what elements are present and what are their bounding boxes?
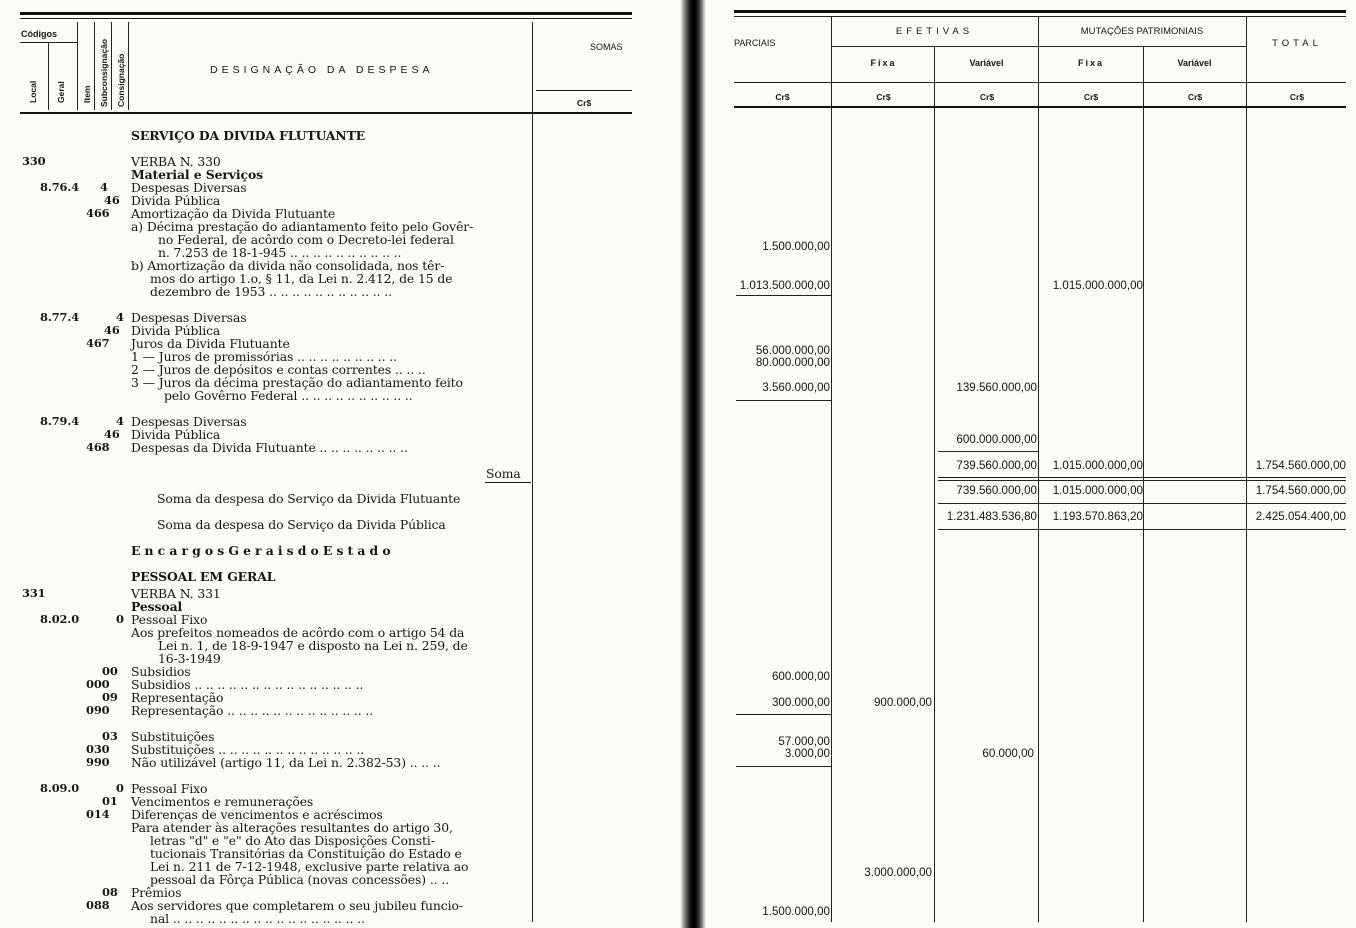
mutacoes-header: MUTAÇÕES PATRIMONIAIS — [1080, 26, 1204, 37]
amount-value: 600.000.000,00 — [956, 433, 1037, 446]
designation-line: Soma da despesa do Serviço da Divida Flutuante — [157, 491, 461, 506]
amount-value: 139.560.000,00 — [956, 381, 1037, 394]
designation-line: Representação .. .. .. .. .. .. .. .. .. .. .. .. .. — [131, 703, 374, 718]
designation-line: pessoal da Fôrça Pública (novas concessões) .. .. — [150, 872, 450, 887]
subheader-rule — [832, 46, 1246, 47]
code-label: 014 — [86, 807, 110, 821]
designation-line: Vencimentos e remunerações — [131, 794, 314, 809]
right-header-bottom-rule — [734, 106, 1346, 108]
designation-line: letras "d" e "e" do Ato das Disposições Consti- — [150, 833, 435, 848]
designation-line: Despesas Diversas — [131, 414, 247, 429]
designation-line: Pessoal Fixo — [131, 612, 208, 627]
amount-value: 1.231.483.536,80 — [946, 510, 1037, 523]
subcode-label: 46 — [104, 427, 120, 441]
code-label: 330 — [22, 154, 46, 168]
book-spine — [680, 0, 706, 928]
designation-line: Divida Pública — [131, 323, 221, 338]
somas-col-sep — [532, 22, 533, 922]
col-line-mutacoes-mid — [1143, 46, 1144, 922]
currency-label: Cr$ — [979, 92, 995, 102]
col-local: Local — [28, 80, 38, 103]
rule-parciais-4 — [736, 766, 831, 767]
parciais-header: PARCIAIS — [734, 38, 776, 48]
code-label: 090 — [86, 703, 110, 717]
somas-currency: Cr$ — [577, 98, 592, 108]
amount-value: 1.015.000.000,00 — [1052, 279, 1143, 292]
rule-soma-3 — [938, 529, 1346, 530]
amount-value: 60.000,00 — [982, 747, 1034, 760]
efetivas-variavel: Variável — [969, 58, 1004, 68]
amount-value: 300.000,00 — [771, 696, 830, 709]
code-label: 8.02.0 — [40, 612, 80, 626]
currency-label: Cr$ — [775, 92, 790, 102]
amount-value: 56.000.000,00 — [755, 344, 830, 357]
designation-line: Despesas Diversas — [131, 180, 247, 195]
designation-line: Aos prefeitos nomeados de acôrdo com o artigo 54 da — [131, 625, 465, 640]
code-label: 8.09.0 — [40, 781, 80, 795]
code-label: 8.77.4 — [40, 310, 80, 324]
subcode-label: 4 — [116, 310, 124, 324]
efetivas-header: EFETIVAS — [895, 26, 974, 37]
amount-value: 1.500.000,00 — [762, 240, 830, 253]
code-label: 8.79.4 — [40, 414, 80, 428]
amount-value: 739.560.000,00 — [956, 459, 1037, 472]
amount-value: 3.000.000,00 — [864, 866, 932, 879]
subcode-label: 0 — [116, 781, 124, 795]
rule-parciais-3 — [736, 714, 831, 715]
currency-label: Cr$ — [876, 92, 891, 102]
amount-value: 3.560.000,00 — [762, 381, 830, 394]
amount-value: 1.754.560.000,00 — [1255, 484, 1346, 497]
mutacoes-fixa: Fixa — [1077, 58, 1104, 68]
designation-line: mos do artigo 1.o, § 11, da Lei n. 2.412, de 15 de — [150, 271, 453, 286]
soma-rule — [485, 482, 531, 483]
designation-line: Para atender às alterações resultantes do artigo 30, — [131, 820, 453, 835]
code-label: 467 — [86, 336, 110, 350]
subcode-label: 0 — [116, 612, 124, 626]
currency-label: Cr$ — [1289, 92, 1305, 102]
currency-label: Cr$ — [1083, 92, 1099, 102]
currency-label: Cr$ — [1187, 92, 1203, 102]
col-sep-1 — [48, 42, 49, 110]
amount-value: 1.013.500.000,00 — [739, 279, 830, 292]
designation-line: Aos servidores que completarem o seu jubileu funcio- — [131, 898, 463, 913]
rule-soma-2 — [938, 503, 1346, 504]
designation-line: SERVIÇO DA DIVIDA FLUTUANTE — [131, 128, 366, 143]
amount-value: 1.500.000,00 — [762, 905, 830, 918]
col-geral: Geral — [56, 81, 66, 103]
subcode-label: 09 — [102, 690, 118, 704]
rule-soma-1b — [938, 480, 1346, 481]
amount-value: 1.754.560.000,00 — [1255, 459, 1346, 472]
col-consignacao: Consignação — [116, 53, 126, 107]
subcode-label: 01 — [102, 794, 118, 808]
designation-line: tucionais Transitórias da Constituição do Estado e — [150, 846, 462, 861]
right-top-rule-2 — [734, 16, 1346, 17]
col-line-parciais — [831, 16, 832, 922]
col-sep-2 — [77, 22, 78, 110]
designation-line: nal .. .. .. .. .. .. .. .. .. .. .. .. .. .. .. .. .. — [150, 911, 365, 926]
subcode-label: 03 — [102, 729, 118, 743]
designation-line: no Federal, de acôrdo com o Decreto-lei federal — [158, 232, 454, 247]
right-top-rule — [734, 10, 1346, 13]
subcode-label: 00 — [102, 664, 118, 678]
designation-line: Divida Pública — [131, 427, 221, 442]
designation-line: Lei n. 211 de 7-12-1948, exclusive parte relativa ao — [150, 859, 469, 874]
subcode-label: 46 — [104, 323, 120, 337]
code-label: 000 — [86, 677, 110, 691]
col-sep-3 — [94, 22, 95, 110]
designation-line: Não utilizável (artigo 11, da Lei n. 2.382-53) .. .. .. — [131, 755, 441, 770]
subcode-label: 08 — [102, 885, 118, 899]
amount-value: 1.015.000.000,00 — [1052, 484, 1143, 497]
col-item: Item — [82, 85, 92, 103]
designation-line: 2 — Juros de depósitos e contas correntes .. .. .. — [131, 362, 426, 377]
designation-line: Soma — [486, 466, 521, 481]
designation-line: Diferenças de vencimentos e acréscimos — [131, 807, 383, 822]
designation-line: Representação — [131, 690, 224, 705]
designacao-header: DESIGNAÇÃO DA DESPESA — [210, 64, 434, 76]
code-label: 466 — [86, 206, 110, 220]
amount-value: 739.560.000,00 — [956, 484, 1037, 497]
col-sep-5 — [128, 22, 129, 110]
col-subconsignacao: Subconsignação — [99, 38, 109, 107]
rule-efetivas-1 — [938, 451, 1038, 452]
subcode-label: 4 — [116, 414, 124, 428]
designation-line: Lei n. 1, de 18-9-1947 e disposto na Lei n. 259, de — [158, 638, 468, 653]
designation-line: Divida Pública — [131, 193, 221, 208]
amount-value: 57.000,00 — [778, 735, 830, 748]
rule-soma-1 — [938, 477, 1346, 478]
col-sep-4 — [111, 22, 112, 110]
total-header: TOTAL — [1272, 38, 1322, 49]
left-top-rule — [20, 12, 632, 15]
designation-line: pelo Govêrno Federal .. .. .. .. .. .. .. .. .. .. — [164, 388, 413, 403]
code-label: 468 — [86, 440, 110, 454]
code-label: 331 — [22, 586, 46, 600]
left-top-rule-2 — [20, 18, 632, 19]
left-header-bottom-rule — [20, 112, 632, 114]
amount-value: 3.000,00 — [784, 747, 830, 760]
amount-value: 2.425.054.400,00 — [1255, 510, 1346, 523]
designation-line: Despesas Diversas — [131, 310, 247, 325]
amount-value: 1.193.570.863,20 — [1052, 510, 1143, 523]
currency-row-top — [734, 82, 1346, 83]
amount-value: 1.015.000.000,00 — [1052, 459, 1143, 472]
designation-line: E n c a r g o s G e r a i s d o E s t a d o — [131, 543, 391, 558]
rule-parciais-1 — [736, 295, 831, 296]
designation-line: Subsidios .. .. .. .. .. .. .. .. .. .. .. .. .. .. .. — [131, 677, 364, 692]
code-label: 990 — [86, 755, 110, 769]
designation-line: b) Amortização da divida não consolidada, nos têr- — [131, 258, 445, 273]
subcode-label: 46 — [104, 193, 120, 207]
somas-header: SOMAS — [590, 42, 623, 52]
designation-line: dezembro de 1953 .. .. .. .. .. .. .. .. .. .. .. — [150, 284, 392, 299]
amount-value: 600.000,00 — [771, 670, 830, 683]
amount-value: 80.000.000,00 — [755, 356, 830, 369]
designation-line: VERBA N. 331 — [131, 586, 221, 601]
designation-line: Amortização da Divida Flutuante — [131, 206, 336, 221]
mutacoes-variavel: Variável — [1177, 58, 1212, 68]
designation-line: VERBA N. 330 — [131, 154, 221, 169]
designation-line: Material e Serviços — [131, 167, 263, 182]
designation-line: Juros da Divida Flutuante — [131, 336, 290, 351]
designation-line: Substituições .. .. .. .. .. .. .. .. .. .. .. .. .. — [131, 742, 365, 757]
somas-sub-rule — [536, 90, 632, 91]
designation-line: a) Décima prestação do adiantamento feito pelo Govêr- — [131, 219, 474, 234]
code-label: 030 — [86, 742, 110, 756]
efetivas-fixa: Fixa — [870, 58, 897, 68]
designation-line: Despesas da Divida Flutuante .. .. .. .. .. .. .. .. — [131, 440, 408, 455]
designation-line: 1 — Juros de promissórias .. .. .. .. .. .. .. .. .. — [131, 349, 397, 364]
code-label: 088 — [86, 898, 110, 912]
designation-line: Pessoal — [131, 599, 183, 614]
code-label: 8.76.4 — [40, 180, 80, 194]
designation-line: Prêmios — [131, 885, 182, 900]
rule-parciais-2 — [736, 400, 831, 401]
designation-line: Soma da despesa do Serviço da Divida Pública — [157, 517, 446, 532]
designation-line: 16-3-1949 — [158, 651, 221, 666]
designation-line: PESSOAL EM GERAL — [131, 569, 276, 584]
designation-line: Pessoal Fixo — [131, 781, 208, 796]
amount-value: 900.000,00 — [873, 696, 932, 709]
designation-line: n. 7.253 de 18-1-945 .. .. .. .. .. .. .. .. .. .. — [158, 245, 402, 260]
designation-line: 3 — Juros da décima prestação do adiantamento feito — [131, 375, 463, 390]
subcode-label: 4 — [100, 180, 108, 194]
codigos-label: Códigos — [21, 29, 57, 39]
designation-line: Substituições — [131, 729, 215, 744]
designation-line: Subsidios — [131, 664, 191, 679]
